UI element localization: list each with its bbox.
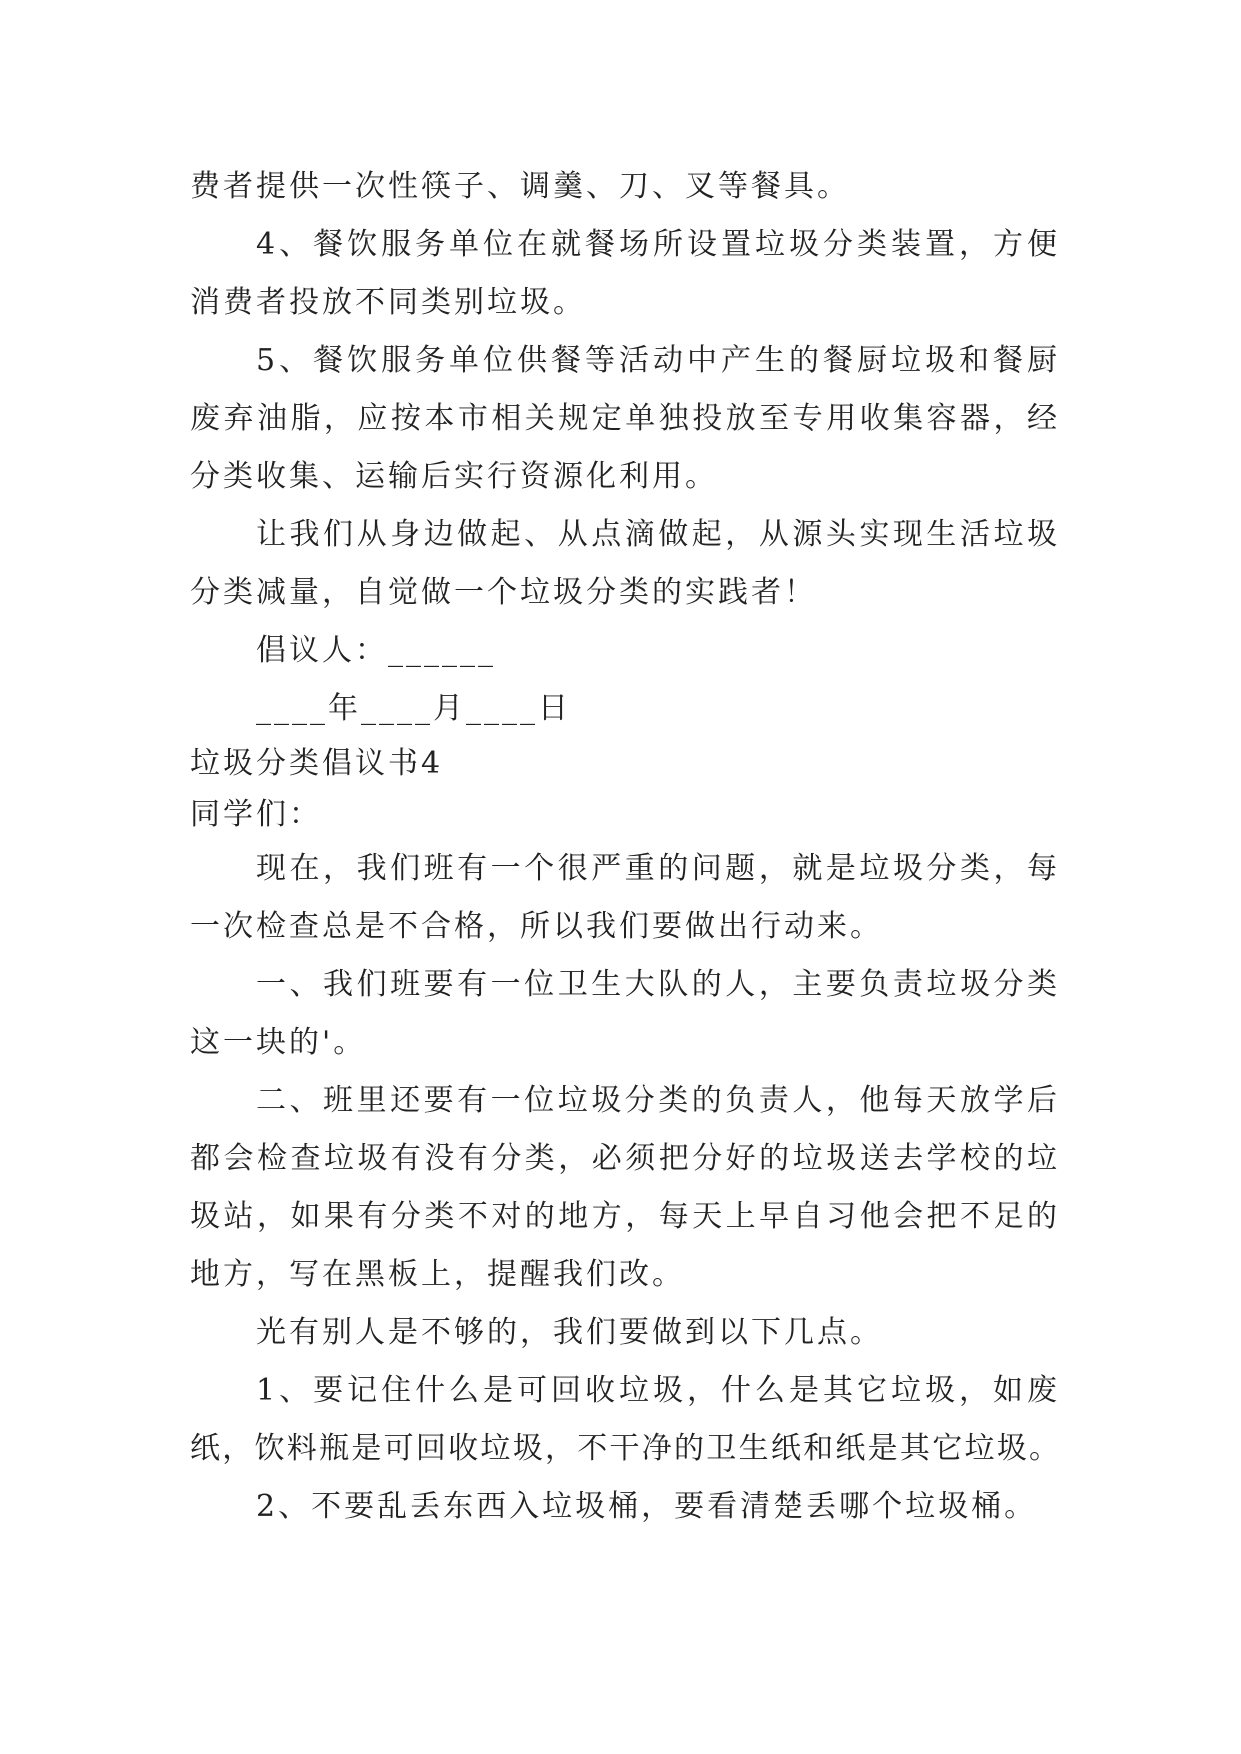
text-line-18: 都会检查垃圾有没有分类，必须把分好的垃圾送去学校的垃: [190, 1141, 1060, 1176]
text-line-19: 圾站，如果有分类不对的地方，每天上早自习他会把不足的: [190, 1199, 1060, 1234]
text-line-4: 5、餐饮服务单位供餐等活动中产生的餐厨垃圾和餐厨: [256, 343, 1060, 378]
text-line-8: 分类减量，自觉做一个垃圾分类的实践者！: [190, 575, 817, 610]
text-line-2: 4、餐饮服务单位在就餐场所设置垃圾分类装置，方便: [256, 227, 1060, 262]
salutation: 同学们：: [190, 797, 322, 832]
text-line-23: 纸，饮料瓶是可回收垃圾，不干净的卫生纸和纸是其它垃圾。: [190, 1431, 1060, 1466]
text-line-7: 让我们从身边做起、从点滴做起，从源头实现生活垃圾: [256, 517, 1060, 552]
text-line-16: 这一块的'。: [190, 1025, 367, 1060]
text-line-6: 分类收集、运输后实行资源化利用。: [190, 459, 718, 494]
text-line-15: 一、我们班要有一位卫生大队的人，主要负责垃圾分类: [256, 967, 1060, 1002]
text-line-5: 废弃油脂，应按本市相关规定单独投放至专用收集容器，经: [190, 401, 1060, 436]
text-line-13: 现在，我们班有一个很严重的问题，就是垃圾分类，每: [256, 851, 1060, 886]
text-line-24: 2、不要乱丢东西入垃圾桶，要看清楚丢哪个垃圾桶。: [256, 1489, 1038, 1524]
text-line-17: 二、班里还要有一位垃圾分类的负责人，他每天放学后: [256, 1083, 1060, 1118]
date-line: ____年____月____日: [256, 691, 571, 726]
text-line-21: 光有别人是不够的，我们要做到以下几点。: [256, 1315, 883, 1350]
text-line-3: 消费者投放不同类别垃圾。: [190, 285, 586, 320]
document-body: [190, 158, 1060, 1536]
text-line-1: 费者提供一次性筷子、调羹、刀、叉等餐具。: [190, 169, 850, 204]
section-title: 垃圾分类倡议书4: [190, 746, 444, 781]
text-line-22: 1、要记住什么是可回收垃圾，什么是其它垃圾，如废: [256, 1373, 1060, 1408]
text-line-20: 地方，写在黑板上，提醒我们改。: [190, 1257, 685, 1292]
signer-line: 倡议人：______: [256, 633, 496, 668]
text-line-14: 一次检查总是不合格，所以我们要做出行动来。: [190, 909, 883, 944]
